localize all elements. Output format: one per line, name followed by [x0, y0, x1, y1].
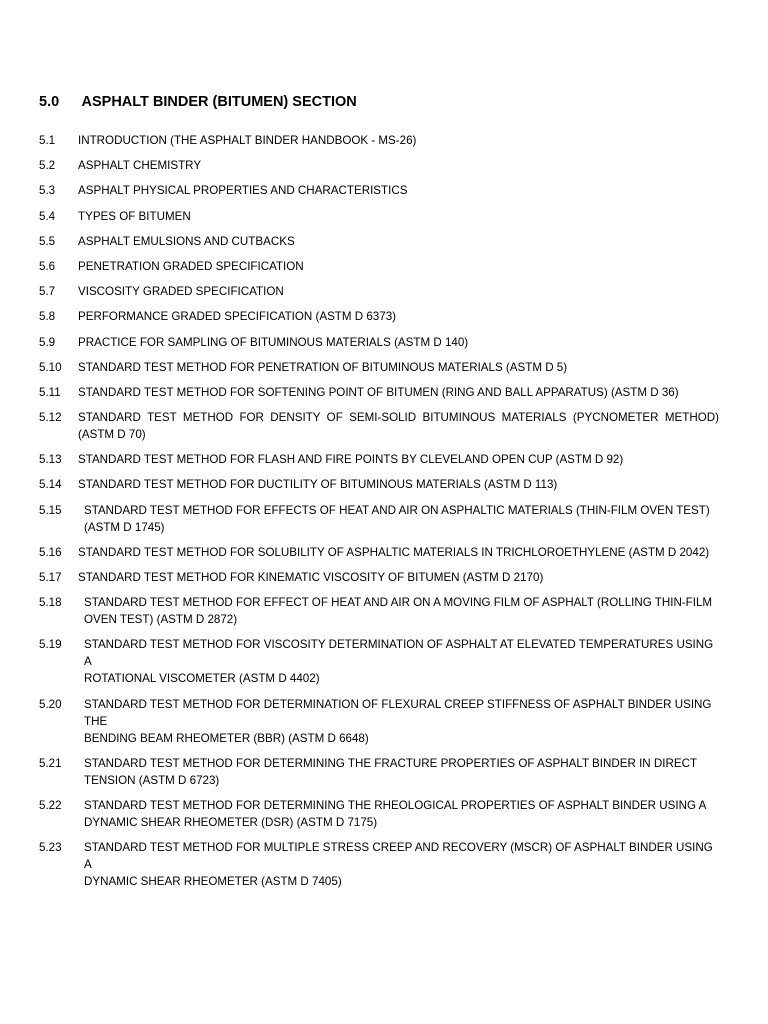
item-title-line: STANDARD TEST METHOD FOR EFFECT OF HEAT AND AIR ON A MOVING FILM OF ASPHALT (ROLLING THIN-FILM — [84, 596, 713, 610]
item-number: 5.13 — [39, 453, 62, 467]
item-number: 5.11 — [39, 385, 61, 399]
item-title — [78, 594, 719, 628]
section-title: ASPHALT BINDER (BITUMEN) SECTION — [81, 94, 357, 110]
item-title-line: VISCOSITY GRADED SPECIFICATION — [78, 285, 284, 299]
item-title — [78, 208, 719, 225]
item-title-line: STANDARD TEST METHOD FOR DETERMINING THE FRACTURE PROPERTIES OF ASPHALT BINDER IN DIRECT — [84, 756, 698, 770]
list-item — [39, 132, 719, 149]
item-number: 5.5 — [39, 234, 56, 248]
item-number: 5.1 — [39, 134, 56, 147]
list-item — [39, 451, 719, 468]
item-title-continuation: (ASTM D 1745) — [84, 520, 165, 534]
item-title — [78, 157, 719, 174]
item-title — [78, 696, 719, 747]
list-item — [39, 502, 719, 536]
section-number: 5.0 — [39, 94, 60, 110]
item-title-line: STANDARD TEST METHOD FOR DETERMINATION OF FLEXURAL CREEP STIFFNESS OF ASPHALT BINDER USING THE — [84, 697, 712, 728]
item-number: 5.7 — [39, 285, 56, 299]
item-number: 5.14 — [39, 478, 62, 492]
item-title — [78, 797, 719, 831]
item-title — [78, 409, 719, 443]
item-title — [78, 233, 719, 250]
item-title-line: PRACTICE FOR SAMPLING OF BITUMINOUS MATERIALS (ASTM D 140) — [78, 335, 469, 349]
item-number: 5.17 — [39, 571, 62, 584]
item-title — [78, 359, 719, 376]
list-item — [39, 696, 719, 747]
item-title-line: STANDARD TEST METHOD FOR FLASH AND FIRE POINTS BY CLEVELAND OPEN CUP (ASTM D 92) — [78, 453, 624, 467]
item-title-line: STANDARD TEST METHOD FOR DETERMINING THE RHEOLOGICAL PROPERTIES OF ASPHALT BINDER USING A — [84, 798, 707, 812]
item-number: 5.9 — [39, 335, 56, 349]
item-title-line: TYPES OF BITUMEN — [78, 209, 191, 223]
list-item — [39, 182, 719, 199]
item-number: 5.3 — [39, 184, 56, 198]
item-title — [78, 544, 719, 561]
item-number: 5.10 — [39, 360, 62, 374]
item-title — [78, 839, 719, 890]
item-number: 5.4 — [39, 209, 56, 223]
list-item — [39, 476, 719, 493]
item-title-line: STANDARD TEST METHOD FOR VISCOSITY DETERMINATION OF ASPHALT AT ELEVATED TEMPERATURES USING A — [84, 638, 714, 669]
item-title-continuation: OVEN TEST) (ASTM D 2872) — [84, 613, 238, 627]
list-item — [39, 283, 719, 300]
item-number: 5.22 — [39, 798, 62, 812]
item-title — [78, 755, 719, 789]
item-title — [78, 308, 719, 325]
item-number: 5.12 — [39, 411, 62, 425]
list-item — [39, 636, 719, 687]
item-title-continuation: BENDING BEAM RHEOMETER (BBR) (ASTM D 6648) — [84, 731, 369, 745]
item-title-line: ASPHALT EMULSIONS AND CUTBACKS — [78, 234, 295, 248]
item-number: 5.23 — [39, 841, 62, 855]
list-item — [39, 157, 719, 174]
list-item — [39, 233, 719, 250]
item-title-line: STANDARD TEST METHOD FOR MULTIPLE STRESS CREEP AND RECOVERY (MSCR) OF ASPHALT BINDER USING A — [84, 841, 713, 872]
list-item — [39, 797, 719, 831]
list-item — [39, 569, 719, 586]
item-title-line: PENETRATION GRADED SPECIFICATION — [78, 259, 304, 273]
list-item — [39, 208, 719, 225]
item-title — [78, 569, 719, 586]
item-title — [78, 502, 719, 536]
list-item — [39, 359, 719, 376]
item-number: 5.6 — [39, 259, 56, 273]
item-number: 5.20 — [39, 697, 62, 711]
list-item — [39, 384, 719, 401]
list-item — [39, 544, 719, 561]
list-item — [39, 258, 719, 275]
item-number: 5.8 — [39, 310, 56, 324]
item-title-line: STANDARD TEST METHOD FOR KINEMATIC VISCOSITY OF BITUMEN (ASTM D 2170) — [78, 571, 544, 584]
item-title-line: PERFORMANCE GRADED SPECIFICATION (ASTM D 6373) — [78, 310, 397, 324]
item-title-line: ASPHALT CHEMISTRY — [78, 159, 202, 173]
list-item — [39, 839, 719, 890]
item-title-line: STANDARD TEST METHOD FOR DUCTILITY OF BITUMINOUS MATERIALS (ASTM D 113) — [78, 478, 558, 492]
item-number: 5.19 — [39, 638, 62, 652]
item-title — [78, 451, 719, 468]
item-title-line: INTRODUCTION (THE ASPHALT BINDER HANDBOOK - MS-26) — [78, 134, 417, 147]
item-title-continuation: ROTATIONAL VISCOMETER (ASTM D 4402) — [84, 672, 320, 686]
item-title — [78, 476, 719, 493]
item-number: 5.16 — [39, 545, 62, 559]
item-title-line: STANDARD TEST METHOD FOR DENSITY OF SEMI-SOLID BITUMINOUS MATERIALS (PYCNOMETER METHOD) (ASTM D 70) — [78, 411, 719, 442]
item-title-line: STANDARD TEST METHOD FOR SOLUBILITY OF ASPHALTIC MATERIALS IN TRICHLOROETHYLENE (ASTM D 2042) — [78, 545, 710, 559]
contents-list — [39, 132, 719, 898]
item-number: 5.2 — [39, 159, 56, 173]
item-number: 5.18 — [39, 596, 62, 610]
item-title — [78, 334, 719, 351]
list-item — [39, 594, 719, 628]
list-item — [39, 334, 719, 351]
item-title — [78, 182, 719, 199]
item-title-line: STANDARD TEST METHOD FOR PENETRATION OF BITUMINOUS MATERIALS (ASTM D 5) — [78, 360, 568, 374]
item-number: 5.15 — [39, 503, 62, 517]
item-title-line: ASPHALT PHYSICAL PROPERTIES AND CHARACTERISTICS — [78, 184, 408, 198]
item-title-continuation: TENSION (ASTM D 6723) — [84, 773, 220, 787]
item-title — [78, 636, 719, 687]
item-title-line: STANDARD TEST METHOD FOR SOFTENING POINT OF BITUMEN (RING AND BALL APPARATUS) (ASTM D 36) — [78, 385, 679, 399]
section-heading — [39, 94, 357, 110]
list-item — [39, 308, 719, 325]
list-item — [39, 755, 719, 789]
item-title — [78, 283, 719, 300]
item-title-continuation: DYNAMIC SHEAR RHEOMETER (ASTM D 7405) — [84, 875, 342, 889]
item-title — [78, 258, 719, 275]
item-title — [78, 384, 719, 401]
item-title-line: STANDARD TEST METHOD FOR EFFECTS OF HEAT AND AIR ON ASPHALTIC MATERIALS (THIN-FILM OVEN TEST) — [84, 503, 710, 517]
item-number: 5.21 — [39, 756, 62, 770]
list-item — [39, 409, 719, 443]
item-title — [78, 132, 719, 149]
item-title-continuation: DYNAMIC SHEAR RHEOMETER (DSR) (ASTM D 7175) — [84, 815, 378, 829]
